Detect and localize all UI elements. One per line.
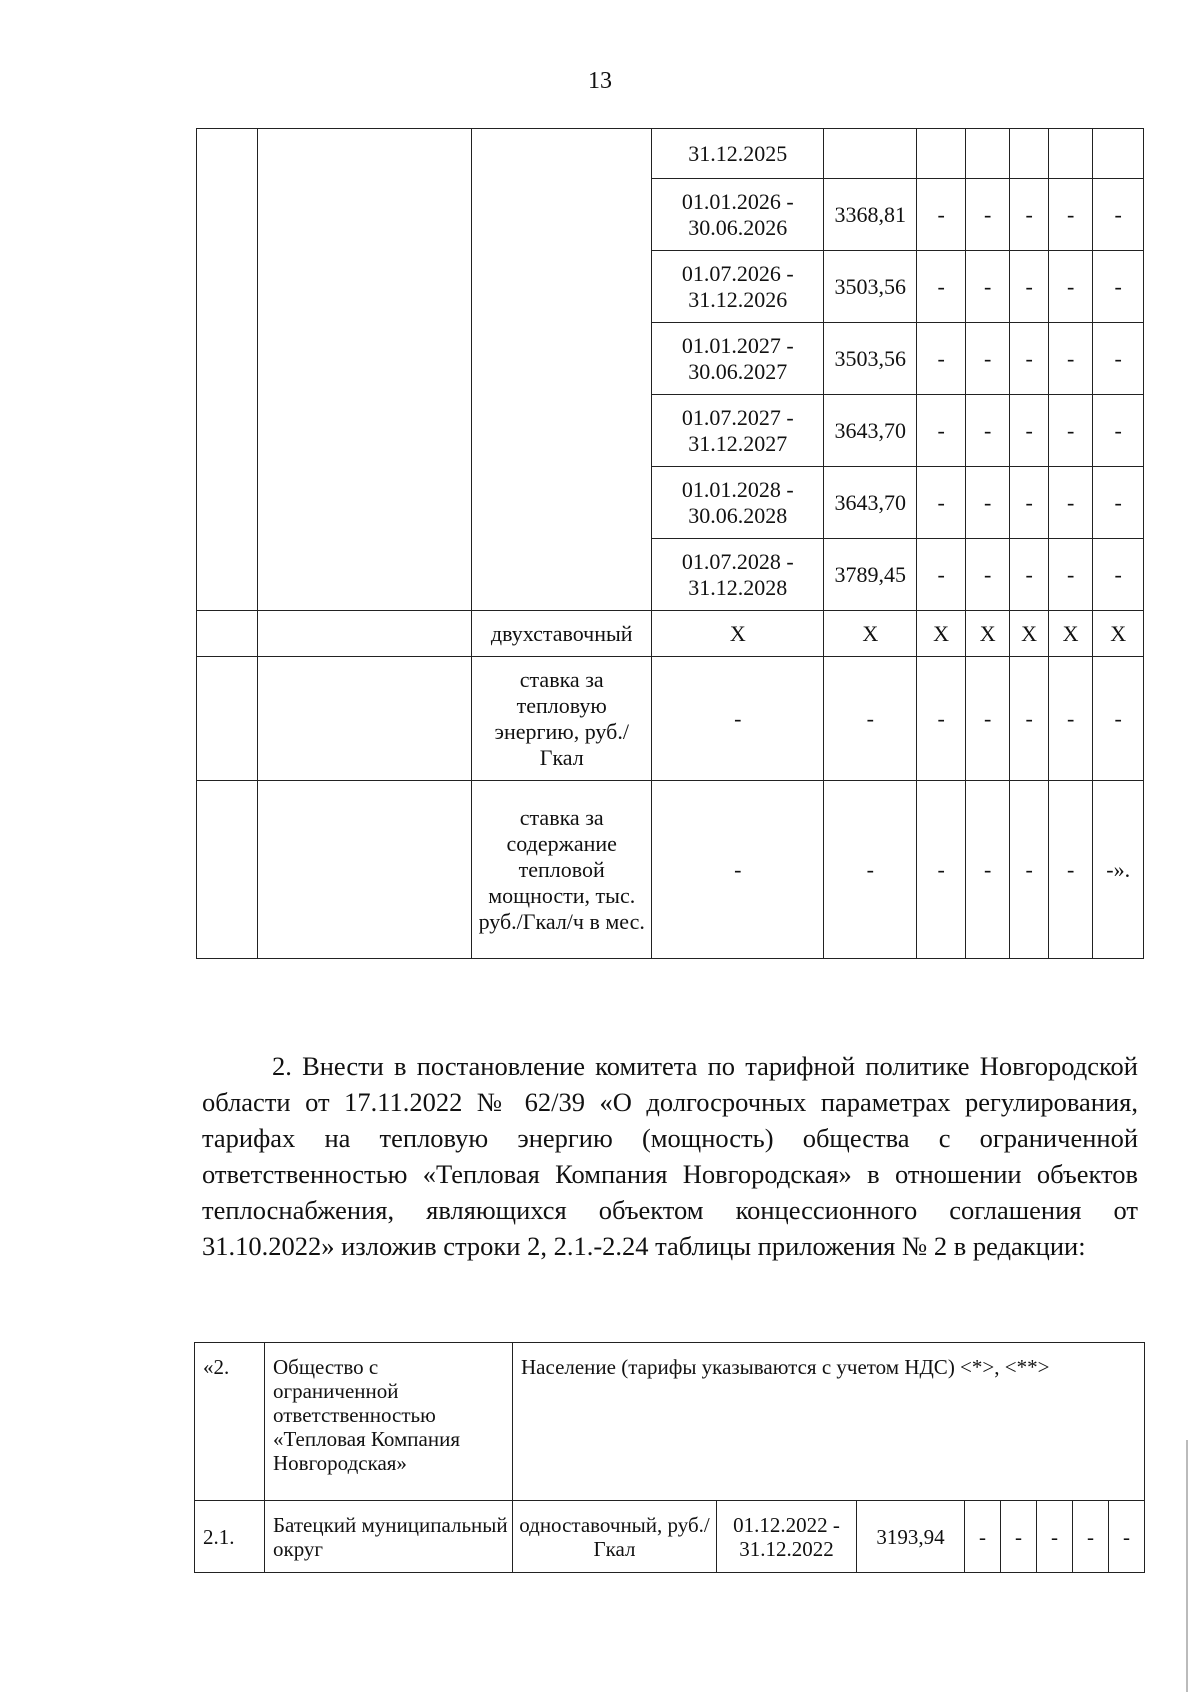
dash-cell: [965, 129, 1010, 179]
table-row: [197, 657, 1144, 781]
dash-cell: [1048, 129, 1093, 179]
dash-cell: -: [1048, 179, 1093, 251]
dash-cell: -: [1093, 539, 1144, 611]
tariff-table-new-edition: [194, 1342, 1145, 1573]
table-row: [197, 129, 1144, 179]
dash-cell: -: [1010, 251, 1048, 323]
rate-cell: -: [824, 657, 917, 781]
empty-cell: [197, 657, 258, 781]
rate-cell: -: [1010, 781, 1048, 959]
dash-cell: -: [1093, 251, 1144, 323]
dash-cell: [917, 129, 966, 179]
period-start: 01.07.2027 -: [681, 404, 794, 430]
dash-cell: -: [965, 179, 1010, 251]
dash-cell: -: [1037, 1501, 1073, 1573]
empty-cell: [472, 129, 652, 611]
tariff-value: [824, 129, 917, 179]
period-cell: [652, 395, 824, 467]
period-cell: [652, 129, 824, 179]
dash-cell: -: [917, 179, 966, 251]
empty-cell: [197, 781, 258, 959]
dash-cell: -: [1010, 539, 1048, 611]
empty-cell: [257, 611, 471, 657]
dash-cell: -: [1010, 323, 1048, 395]
dash-cell: -: [1048, 395, 1093, 467]
row-number: «2.: [195, 1343, 265, 1501]
period-cell: [652, 539, 824, 611]
rate-cell: Х: [1093, 611, 1144, 657]
period-cell: [717, 1501, 857, 1573]
dash-cell: -: [1093, 395, 1144, 467]
rate-cell: -: [652, 781, 824, 959]
empty-cell: [257, 129, 471, 611]
organization-name: Общество с ограниченной ответственностью «Тепловая Компания Новгородская»: [265, 1343, 513, 1501]
tariff-value: 3368,81: [824, 179, 917, 251]
rate-cell: -: [1010, 657, 1048, 781]
period-end: 31.12.2022: [739, 1536, 834, 1561]
tariff-value: 3789,45: [824, 539, 917, 611]
period-cell: [652, 179, 824, 251]
tariff-value: 3193,94: [857, 1501, 965, 1573]
rate-cell: -: [1048, 781, 1093, 959]
dash-cell: -: [917, 251, 966, 323]
period-end: 31.12.2027: [688, 430, 788, 456]
heat-rate-label: ставка за тепловую энергию, руб./Гкал: [472, 657, 652, 781]
dash-cell: -: [965, 1501, 1001, 1573]
dash-cell: -: [1048, 539, 1093, 611]
rate-cell: -».: [1093, 781, 1144, 959]
dash-cell: -: [1001, 1501, 1037, 1573]
page-number: 13: [588, 68, 612, 94]
dash-cell: -: [965, 251, 1010, 323]
rate-cell: Х: [1010, 611, 1048, 657]
tariff-value: 3643,70: [824, 467, 917, 539]
rate-cell: -: [965, 781, 1010, 959]
table-row: [197, 611, 1144, 657]
empty-cell: [257, 657, 471, 781]
rate-cell: Х: [824, 611, 917, 657]
dash-cell: -: [1093, 323, 1144, 395]
empty-cell: [197, 129, 258, 611]
rate-cell: -: [1048, 657, 1093, 781]
scan-edge-mark: [1186, 1440, 1188, 1692]
period-start: 01.01.2028 -: [681, 476, 794, 502]
dash-cell: -: [965, 539, 1010, 611]
dash-cell: -: [1073, 1501, 1109, 1573]
tariff-table-continuation: [196, 128, 1144, 959]
dash-cell: -: [965, 467, 1010, 539]
rate-cell: Х: [1048, 611, 1093, 657]
rate-cell: Х: [652, 611, 824, 657]
rate-cell: Х: [965, 611, 1010, 657]
row-number: 2.1.: [195, 1501, 265, 1573]
rate-cell: -: [965, 657, 1010, 781]
table-row: [195, 1501, 1145, 1573]
dash-cell: -: [1048, 323, 1093, 395]
dash-cell: -: [1048, 467, 1093, 539]
tariff-value: 3503,56: [824, 323, 917, 395]
tariff-type: одноставочный, руб./Гкал: [513, 1501, 717, 1573]
paragraph-2: 2. Внести в постановление комитета по тарифной политике Новгородской области от 17.11.2022 № 62/39 «О долгосрочных параметрах регулирования, тарифах на тепловую энергию (мощность) общества с ограниченной ответственностью «Тепловая Компания Новгородская» в отношении объектов теплоснабжения, являющихся объектом концессионного соглашения от 31.10.2022» изложив строки 2, 2.1.-2.24 таблицы приложения № 2 в редакции:: [202, 1051, 1138, 1261]
dash-cell: -: [1093, 467, 1144, 539]
empty-cell: [257, 781, 471, 959]
capacity-rate-label: ставка за содержание тепловой мощности, тыс. руб./Гкал/ч в мес.: [472, 781, 652, 959]
period-start: 31.12.2025: [688, 140, 788, 166]
empty-cell: [197, 611, 258, 657]
period-cell: [652, 323, 824, 395]
period-end: 30.06.2028: [688, 502, 788, 528]
dash-cell: -: [917, 539, 966, 611]
rate-cell: Х: [917, 611, 966, 657]
rate-cell: -: [824, 781, 917, 959]
dash-cell: -: [917, 395, 966, 467]
period-start: 01.01.2027 -: [681, 332, 794, 358]
dash-cell: -: [1010, 467, 1048, 539]
period-cell: [652, 467, 824, 539]
dash-cell: -: [1010, 179, 1048, 251]
dash-cell: [1093, 129, 1144, 179]
period-start: 01.07.2026 -: [681, 260, 794, 286]
period-end: 31.12.2028: [688, 574, 788, 600]
consumer-group: Население (тарифы указываются с учетом НДС) <*>, <**>: [513, 1343, 1145, 1501]
dash-cell: -: [1010, 395, 1048, 467]
table-row: [195, 1343, 1145, 1501]
two-rate-label: двухставочный: [472, 611, 652, 657]
tariff-value: 3643,70: [824, 395, 917, 467]
rate-cell: -: [917, 657, 966, 781]
rate-cell: -: [652, 657, 824, 781]
rate-cell: -: [917, 781, 966, 959]
period-end: 31.12.2026: [688, 286, 788, 312]
dash-cell: -: [965, 395, 1010, 467]
dash-cell: -: [965, 323, 1010, 395]
dash-cell: -: [917, 467, 966, 539]
period-start: 01.01.2026 -: [681, 188, 794, 214]
period-start: 01.12.2022 -: [733, 1512, 840, 1537]
period-start: 01.07.2028 -: [681, 548, 794, 574]
dash-cell: [1010, 129, 1048, 179]
dash-cell: -: [1109, 1501, 1145, 1573]
table-row: [197, 781, 1144, 959]
period-end: 30.06.2026: [688, 214, 788, 240]
district-name: Батецкий муниципальный округ: [265, 1501, 513, 1573]
period-end: 30.06.2027: [688, 358, 788, 384]
dash-cell: -: [1093, 179, 1144, 251]
rate-cell: -: [1093, 657, 1144, 781]
period-cell: [652, 251, 824, 323]
tariff-value: 3503,56: [824, 251, 917, 323]
dash-cell: -: [1048, 251, 1093, 323]
dash-cell: -: [917, 323, 966, 395]
